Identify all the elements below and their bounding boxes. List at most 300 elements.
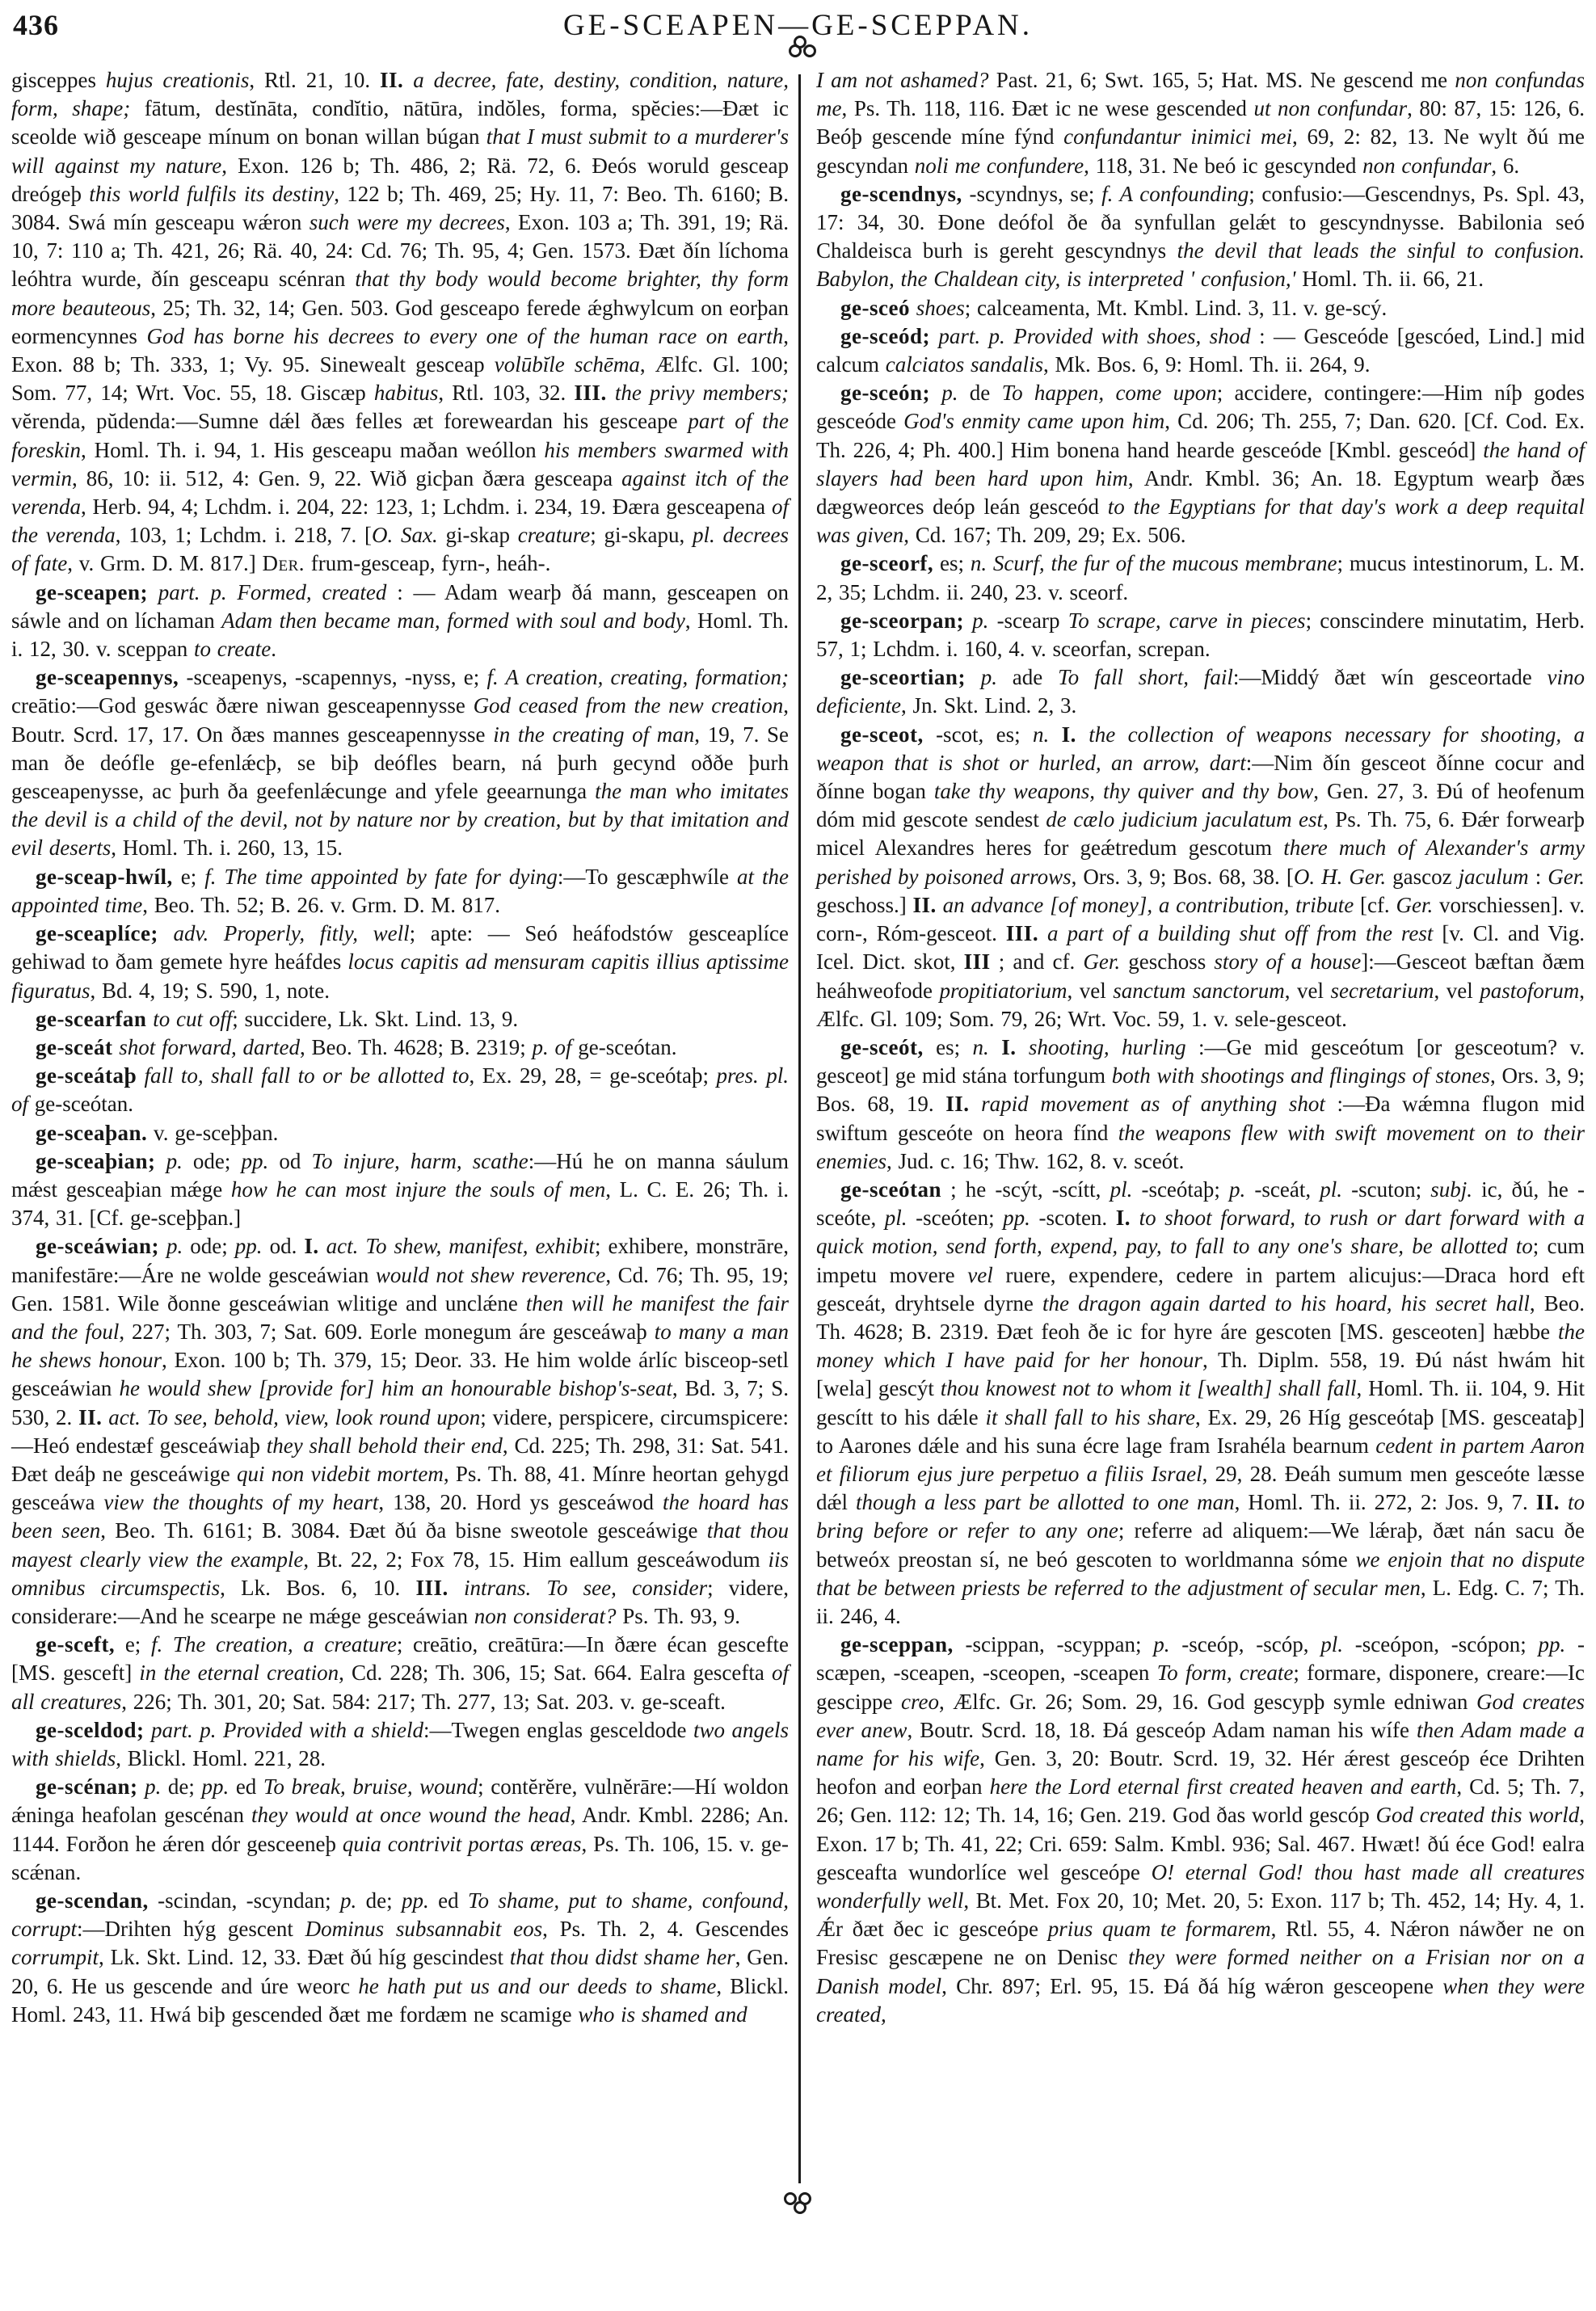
entry-text-segment: de [958, 381, 1002, 406]
entry-text-segment: , Jn. Skt. Lind. 2, 3. [900, 693, 1077, 718]
entry-text-segment: prius quam te formarem [1047, 1917, 1271, 1942]
entry-text-segment: , vel [1434, 978, 1480, 1003]
entry-text-segment: ruere, expendere, cedere in partem alicujus:—Draca hord eft gesceát, dryhtsele dyrne [816, 1262, 1585, 1315]
entry-text-segment: the devil that leads the sinful to confusion. Babylon, the Chaldean city, is interpreted ' confusion,' [816, 238, 1585, 292]
entry-text-segment: how he can most injure the souls of men [230, 1177, 606, 1202]
entry-text-segment: , Exon. 126 b; Th. 486, 2; Rä. 72, 6. Ðeós woruld gesceap dreógeþ [11, 153, 789, 206]
entry-text-segment: -sceóp, -scóp, [1169, 1632, 1321, 1657]
entry-text-segment: f. A confounding [1101, 181, 1249, 206]
entry-text-segment: jaculum [1458, 864, 1529, 889]
entry-text-segment: to the Egyptians for that day's work a deep requital was given [816, 495, 1585, 548]
entry-text-segment: corrumpit [11, 1945, 99, 1970]
entry-text-segment: II. [1535, 1490, 1560, 1515]
entry-text-segment: , 118, 31. Ne beó ic gescynded [1084, 153, 1363, 178]
entry-text-segment: I. [1061, 722, 1076, 747]
entry-text-segment: I. [304, 1234, 319, 1259]
entry-text-segment: [v. Cl. and Vig. Icel. Dict. skot, [816, 921, 1585, 974]
entry-text-segment: To break, bruise, wound [263, 1774, 478, 1800]
entry-text-segment: : — Gesceóde [gescóed, Lind.] mid calcum [816, 323, 1585, 377]
entry-text-segment: his members swarmed with vermin [11, 437, 789, 490]
entry-text-segment: locus capitis ad mensuram capitis illius aptissime figuratus [11, 949, 789, 1003]
entry-text-segment: to create [193, 637, 272, 662]
entry-text-segment: -scæpen, -sceapen, -sceopen, -sceapen [816, 1632, 1585, 1686]
entry-text-segment: sanctum sanctorum [1113, 978, 1285, 1003]
entry-text-segment: the man who imitates the devil is a child of the devil, not by nature nor by creation, but by that imitation and evil deserts [11, 779, 789, 861]
entry-text-segment: act. To see, behold, view, look round upon [102, 1404, 481, 1429]
entry-text-segment: , Th. Diplm. 558, 19. Ðú nást hwám hit [wela] gescýt [816, 1348, 1585, 1401]
entry-text-segment: -sceapenys, -scapennys, -nyss, e; [179, 665, 487, 690]
entry-text-segment: ge-sceaplíce; [36, 921, 158, 946]
entry-text-segment: ed [428, 1888, 468, 1913]
entry-text-segment: I. [1115, 1206, 1131, 1231]
entry-text-segment: , Chr. 897; Erl. 95, 15. Ðá ðá híg wǽron gesceopene [941, 1973, 1443, 1998]
entry-text-segment: , vel [1067, 978, 1114, 1003]
entry-text-segment: part. p. Provided with shoes, shod [929, 323, 1251, 348]
entry-text-segment: -scoten. [1030, 1206, 1116, 1231]
entry-text-segment: ; accidere, contingere:—Him níþ godes gesceóde [816, 381, 1585, 434]
entry-text-segment: ge-scendnys, [840, 181, 962, 206]
dictionary-entry [11, 920, 789, 1005]
entry-text-segment: , Cd. 206; Th. 255, 7; Dan. 620. [Cf. Cod. Ex. Th. 226, 4; Ph. 400.] Him bonena hand hearde gesceóde [Kmbl. gesceód] [816, 409, 1585, 462]
entry-text-segment: es; [923, 1034, 973, 1059]
entry-text-segment: :—Drihten hýg gescent [77, 1917, 305, 1942]
entry-text-segment: iis omnibus circumspectis [11, 1547, 789, 1600]
entry-text-segment: part of the foreskin [11, 409, 790, 462]
entry-text-segment: creātio:—God geswác ðære niwan gesceapennysse [11, 693, 474, 718]
entry-text-segment: pl. decrees of fate [11, 523, 789, 576]
entry-text-segment: To happen, come upon [1001, 381, 1217, 406]
dictionary-entry [11, 1062, 789, 1118]
entry-text-segment: ic, ðú, he -sceóte, [816, 1177, 1585, 1231]
entry-text-segment: ut non confundar [1253, 96, 1408, 121]
entry-text-segment: ge-sceaþian; [36, 1148, 156, 1173]
entry-text-segment: hujus creationis [105, 68, 250, 92]
dictionary-entry [11, 1119, 789, 1147]
entry-text-segment: a part of a building shut off from the rest [1038, 921, 1434, 946]
entry-text-segment: the weapons flew with swift movement on to their enemies [816, 1120, 1585, 1173]
entry-text-segment: geschoss.] [816, 892, 913, 917]
entry-text-segment: shot forward, darted [112, 1034, 300, 1059]
entry-text-segment: I am not ashamed? [816, 68, 989, 92]
entry-text-segment: adv. Properly, fitly, well [158, 921, 410, 946]
entry-text-segment: ade [997, 665, 1059, 690]
entry-text-segment: , Bt. 22, 2; Fox 78, 15. Him eallum gesceáwodum [303, 1547, 769, 1572]
dictionary-entry [11, 1716, 789, 1773]
entry-text-segment: vino deficiente [816, 665, 1585, 718]
entry-text-segment: non confundar [1362, 153, 1492, 178]
entry-text-segment: , Exon. 88 b; Th. 333, 1; Vy. 95. Sinewealt gesceap [11, 323, 790, 377]
entry-text-segment: fall to, shall fall to or be allotted to [136, 1063, 470, 1088]
entry-text-segment: :—Twegen englas gesceldode [423, 1717, 693, 1742]
entry-text-segment: : — Adam wearþ ðá mann, gesceapen on sáwle and on líchaman [11, 579, 790, 633]
entry-text-segment: ge-scearfan [36, 1006, 147, 1031]
entry-text-segment: ed [229, 1774, 263, 1800]
entry-text-segment: , 226; Th. 301, 20; Sat. 584: 217; Th. 277, 13; Sat. 203. v. ge-sceaft. [121, 1689, 726, 1714]
entry-text-segment: fātum, destĭnāta, condĭtio, nātūra, indŏles, forma, spĕcies:—Ðæt ic sceolde wið gesceape mínum on bonan willan búgan [11, 96, 789, 149]
entry-text-segment: , 138, 20. Hord ys gesceáwod [378, 1490, 663, 1515]
entry-text-segment: od [268, 1148, 312, 1173]
entry-text-segment: :—Ge mid gesceótum [or gesceotum? v. gesceot] ge mid stána torfungum [816, 1034, 1585, 1088]
entry-text-segment: -sceát, [1245, 1177, 1320, 1202]
entry-text-segment: ; he -scýt, -scítt, [941, 1177, 1110, 1202]
entry-text-segment: , Beo. Th. 4628; B. 2319. Ðæt feoh ðe ic for hyre áre gescoten [MS. gesceoten] hæbbe [816, 1290, 1585, 1344]
entry-text-segment: ge-sceátaþ [36, 1063, 137, 1088]
entry-text-segment: pl. [1320, 1632, 1343, 1657]
entry-text-segment: p. [929, 381, 958, 406]
entry-text-segment: III. [415, 1575, 448, 1600]
dictionary-entry [816, 549, 1585, 606]
entry-text-segment: :—To gescæphwíle [557, 864, 737, 889]
entry-text-segment: -scuton; [1342, 1177, 1431, 1202]
entry-text-segment: ; cum impetu movere [816, 1234, 1585, 1287]
entry-text-segment: ; conscindere minutatim, Herb. 57, 1; Lchdm. i. 160, 4. v. sceorfan, screpan. [816, 608, 1585, 662]
entry-text-segment: , 29, 28. Ðeáh sumum men gesceóte læsse dǽl [816, 1461, 1585, 1515]
entry-text-segment: , Exon. 103 a; Th. 391, 19; Rä. 10, 7: 110 a; Th. 421, 26; Rä. 40, 24: Cd. 76; Th. 95, 4; Gen. 1573. Ðæt ðín líchoma leóhtra wurde, ðín gesceapu scénran [11, 210, 789, 292]
entry-text-segment: we enjoin that no dispute that be between priests be referred to the adjustment of secular men [816, 1547, 1585, 1600]
dictionary-entry [11, 1005, 789, 1033]
entry-text-segment: creo [901, 1689, 939, 1714]
entry-text-segment: :—Ða wǽmna flugon mid swiftum gesceóte on heora fínd [816, 1092, 1585, 1145]
entry-text-segment: ; videre, considerare:—And he scearpe ne mǽge gesceáwian [11, 1575, 790, 1628]
entry-text-segment: Ger. [1548, 864, 1585, 889]
entry-text-segment: gascoz [1386, 864, 1459, 889]
entry-text-segment: the hand of slayers had been hard upon him [816, 437, 1585, 490]
entry-text-segment: secretarium [1330, 978, 1434, 1003]
entry-text-segment: , Ex. 29, 28, = ge-sceótaþ; [469, 1063, 717, 1088]
entry-text-segment: -scot, es; [923, 722, 1034, 747]
entry-text-segment: pp. [1003, 1206, 1030, 1231]
entry-text-segment: ge-sceót, [840, 1034, 924, 1059]
dictionary-entry [816, 721, 1585, 1033]
entry-text-segment: pp. [234, 1234, 263, 1259]
entry-text-segment: , Beo. Th. 52; B. 26. v. Grm. D. M. 817. [142, 892, 500, 917]
entry-text-segment: , Gen. 27, 3. Ðú of heofenum dóm mid gescote sendest [816, 779, 1585, 832]
entry-text-segment: , 69, 2: 82, 13. Ne wylt ðú me gescyndan [816, 124, 1585, 178]
entry-text-segment: , Ælfc. Gl. 109; Som. 79, 26; Wrt. Voc. 59, 1. v. sele-gesceot. [816, 978, 1585, 1031]
entry-text-segment: To form, create [1156, 1661, 1294, 1686]
entry-text-segment: To injure, harm, scathe [311, 1148, 528, 1173]
entry-text-segment: ge-sceótan. [571, 1034, 677, 1059]
entry-text-segment: I. [1001, 1034, 1017, 1059]
entry-text-segment: to many a man he shews honour [11, 1319, 789, 1373]
entry-text-segment: O! eternal God! thou hast made all creatures wonderfully well [816, 1859, 1585, 1913]
entry-text-segment: , Exon. 100 b; Th. 379, 15; Deor. 33. He him wolde árlíc bisceop-setl gesceáwian [11, 1348, 789, 1401]
entry-text-segment: , Cd. 228; Th. 306, 15; Sat. 664. Ealra gescefta [339, 1661, 772, 1686]
entry-text-segment: , Homl. Th. i. 260, 13, 15. [111, 836, 343, 861]
entry-text-segment: , Andr. Kmbl. 36; An. 18. Egyptum wearþ ðæs dægweorces deóp leán gesceód [816, 465, 1585, 520]
entry-text-segment: when they were created, [816, 1973, 1585, 2027]
entry-text-segment: , Lk. Skt. Lind. 12, 33. Ðæt ðú híg gescindest [99, 1945, 510, 1970]
trefoil-icon [794, 2201, 806, 2214]
entry-text-segment: II. [78, 1404, 103, 1429]
entry-text-segment: thou knowest not to whom it [wealth] shall fall [940, 1376, 1357, 1401]
entry-text-segment: , Bd. 3, 7; S. 530, 2. [11, 1376, 789, 1429]
entry-text-segment: f. A creation, creating, formation; [486, 665, 789, 690]
entry-text-segment: , Mk. Bos. 6, 9: Homl. Th. ii. 264, 9. [1042, 352, 1371, 377]
entry-text-segment: , Cd. 5; Th. 7, 26; Gen. 112: 12; Th. 14, 16; Gen. 219. God ðas world gescóp [816, 1774, 1585, 1828]
entry-text-segment: pres. pl. of [11, 1063, 789, 1117]
entry-text-segment: ; referre ad aliquem:—We lǽraþ, ðæt nán sacu ðe betweóx preostan sí, ne beó gescoten to worldmanna sóme [816, 1518, 1585, 1572]
right-column [816, 66, 1585, 2029]
entry-text-segment: ; and cf. [990, 949, 1084, 974]
entry-text-segment: , Ælfc. Gl. 100; Som. 77, 14; Wrt. Voc. 55, 18. Giscæp [11, 352, 789, 406]
continuation-paragraph [11, 66, 789, 579]
entry-text-segment: , Beo. Th. 4628; B. 2319; [299, 1034, 533, 1059]
entry-text-segment: Dominus subsannabit eos [305, 1917, 543, 1942]
entry-text-segment: es; [933, 551, 971, 576]
entry-text-segment: Ger. [1396, 892, 1434, 917]
entry-text-segment: intrans. To see, consider [448, 1575, 708, 1600]
entry-text-segment: :—Nim ðín gesceot ðínne cocur and ðínne bogan [816, 750, 1585, 804]
entry-text-segment: they were formed neither on a Frisian nor on a Danish model [816, 1945, 1585, 1998]
entry-text-segment: cedent in partem Aaron et filiorum ejus jure perpetuo a filiis Israel [816, 1433, 1585, 1486]
entry-text-segment: ; calceamenta, Mt. Kmbl. Lind. 3, 11. v. ge-scý. [964, 295, 1388, 320]
entry-text-segment: p. [1229, 1177, 1246, 1202]
entry-text-segment: , Gen. 20, 6. He us gescende and úre weorc [11, 1945, 790, 1998]
entry-text-segment: , Ps. Th. 118, 116. Ðæt ic ne wese gescended [841, 96, 1254, 121]
entry-text-segment: ge-sceáwian; [36, 1234, 159, 1259]
entry-text-segment: pl. [884, 1206, 907, 1231]
entry-text-segment: it shall fall to his share [985, 1404, 1195, 1429]
entry-text-segment: Ps. Th. 93, 9. [616, 1603, 741, 1628]
entry-text-segment: God has borne his decrees to every one of the human race on earth [146, 323, 784, 348]
entry-text-segment: ; formare, disponere, creare:—Ic gescippe [816, 1661, 1585, 1714]
entry-text-segment: they shall behold their end [266, 1433, 503, 1458]
entry-text-segment: to shoot forward, to rush or dart forward with a quick motion, send forth, expend, pay, to fall to any one's share, be allotted to [816, 1206, 1585, 1259]
entry-text-segment: ge-sceaþan. [36, 1120, 148, 1145]
entry-text-segment: ; apte: — Seó heáfodstów gesceaplíce gehiwad to ðam gemete hyre heáfdes [11, 921, 789, 974]
entry-text-segment: an advance [of money], a contribution, tribute [936, 892, 1354, 917]
entry-text-segment: f. The creation, a creature [150, 1632, 397, 1657]
entry-text-segment: pp. [401, 1888, 429, 1913]
entry-text-segment: p. [965, 665, 997, 690]
entry-text-segment: , 86, 10: ii. 512, 4: Gen. 9, 22. Wið gicþan ðæra gesceapa [71, 465, 622, 490]
entry-text-segment: O. Sax. [372, 523, 438, 548]
entry-text-segment: who is shamed and [578, 2002, 747, 2027]
entry-text-segment: of all creatures [11, 1661, 789, 1714]
entry-text-segment: noli me confundere [914, 153, 1084, 178]
entry-text-segment: , Homl. Th. i. 94, 1. His gesceapu maðan weóllon [80, 437, 545, 462]
dictionary-entry [11, 663, 789, 862]
entry-text-segment: , Ps. Th. 75, 6. Ðǽr forwearþ micel Alexandres heres for geǽtredum gescotum [816, 807, 1585, 861]
entry-text-segment: f. The time appointed by fate for dying [204, 864, 558, 889]
entry-text-segment: de cælo judicium jaculatum est [1046, 807, 1324, 832]
entry-text-segment: ge-sceft, [36, 1632, 116, 1657]
entry-text-segment: the dragon again darted to his hoard, his secret hall [1042, 1290, 1530, 1315]
entry-text-segment: of the verenda [11, 495, 789, 548]
entry-text-segment: O. H. Ger. [1293, 864, 1387, 889]
entry-text-segment: ge-sceapennys, [36, 665, 179, 690]
entry-text-segment: ge-sceot, [840, 722, 924, 747]
entry-text-segment: Der. [262, 551, 305, 576]
dictionary-entry [11, 1147, 789, 1233]
entry-text-segment: vorschiessen]. v. corn-, Róm-gesceot. [816, 892, 1585, 946]
entry-text-segment: Past. 21, 6; Swt. 165, 5; Hat. MS. Ne gescend me [988, 68, 1455, 92]
entry-text-segment: -sceótaþ; [1132, 1177, 1230, 1202]
entry-text-segment: p. [1153, 1632, 1170, 1657]
entry-text-segment: , 227; Th. 303, 7; Sat. 609. Eorle monegum áre gesceáwaþ [119, 1319, 655, 1344]
entry-text-segment: ge-sceapen; [36, 579, 148, 604]
entry-text-segment: ; exhibere, monstrāre, manifestāre:—Áre ne wolde gesceáwian [11, 1234, 789, 1287]
dictionary-entry [11, 1887, 789, 2029]
entry-text-segment: , 19, 7. Se man ðe deófle ge-efenlǽcþ, se biþ deófles bearn, ná þurh gecynd oððe þurh gesceapenysse, ac þurh ða geefenlǽcunge and yfele geearnunga [11, 722, 790, 804]
entry-text-segment: ge-scénan; [36, 1774, 138, 1800]
entry-text-segment: ode; [183, 1234, 235, 1259]
dictionary-entry [11, 1631, 789, 1716]
entry-text-segment: , Bt. Met. Fox 20, 10; Met. 20, 5: Exon. 117 b; Th. 452, 14; Hy. 4, 1. Ǽr ðæt ðec ic gesceópe [816, 1888, 1585, 1942]
entry-text-segment: , Gen. 3, 20: Boutr. Scrd. 19, 32. Hér ǽrest gesceóp éce Drihten heofon and eorþan [816, 1745, 1585, 1800]
entry-text-segment: story of a house [1214, 949, 1362, 974]
entry-text-segment: n. [972, 1034, 1002, 1059]
entry-text-segment: both with shootings and flingings of stones [1111, 1063, 1490, 1088]
entry-text-segment: God created this world [1375, 1803, 1580, 1828]
entry-text-segment: ; creātio, creātūra:—In ðære écan gescefte [MS. gesceft] [11, 1632, 789, 1686]
entry-text-segment: such were my decrees [309, 210, 505, 235]
entry-text-segment: volūbĭle schēma [494, 352, 640, 377]
entry-text-segment: , Rtl. 103, 32. [438, 381, 575, 406]
entry-text-segment: geschoss [1120, 949, 1215, 974]
entry-text-segment: vel [967, 1262, 993, 1287]
entry-text-segment: , vel [1284, 978, 1331, 1003]
entry-text-segment: , Exon. 17 b; Th. 41, 22; Cri. 659: Salm. Kmbl. 936; Sal. 467. Hwæt! ðú éce God! ealra gesceafta wundorlíce wel gesceópe [816, 1803, 1585, 1884]
entry-text-segment: , Ps. Th. 88, 41. Mínre heortan gehygd gesceáwa [11, 1461, 789, 1515]
entry-text-segment: ge-sceón; [840, 381, 930, 406]
entry-text-segment: to bring before or refer to any one [816, 1490, 1585, 1543]
entry-text-segment: pp. [1538, 1632, 1566, 1657]
entry-text-segment: , Homl. Th. ii. 272, 2: Jos. 9, 7. [1234, 1490, 1536, 1515]
entry-text-segment: e; [172, 864, 205, 889]
entry-text-segment: , Blickl. Homl. 221, 28. [116, 1745, 326, 1770]
entry-text-segment: this world fulfils its destiny [89, 181, 335, 206]
dictionary-entry [816, 294, 1585, 322]
entry-text-segment: God creates ever anew [816, 1689, 1585, 1742]
entry-text-segment: , Herb. 94, 4; Lchdm. i. 204, 22: 123, 1; Lchdm. i. 234, 19. Ðæra gesceapena [80, 495, 772, 520]
entry-text-segment: would not shew reverence [375, 1262, 606, 1287]
entry-text-segment: , 80: 87, 15: 126, 6. Beóþ gescende míne fýnd [816, 96, 1585, 149]
divider-ornament-top [785, 36, 815, 68]
entry-text-segment: , Cd. 225; Th. 298, 31: Sat. 541. Ðæt deáþ ne gesceáwige [11, 1433, 789, 1486]
entry-text-segment: take thy weapons, thy quiver and thy bow [933, 779, 1314, 804]
entry-text-segment: ge-sceótan [840, 1177, 941, 1202]
entry-text-segment: ; contĕrĕre, vulnĕrāre:—Hí woldon ǽninga heafolan gescénan [11, 1774, 790, 1828]
entry-text-segment: , Homl. Th. ii. 104, 9. Hit gescítt to his dǽle [816, 1376, 1585, 1429]
entry-text-segment: he would shew [provide for] him an honourable bishop's-seat [119, 1376, 672, 1401]
entry-text-segment: the hoard has been seen [11, 1490, 789, 1543]
entry-text-segment: in the eternal creation [139, 1661, 339, 1686]
entry-text-segment: non considerat? [474, 1603, 617, 1628]
entry-text-segment: -scindan, -scyndan; [148, 1888, 341, 1913]
entry-text-segment: . [271, 637, 276, 662]
entry-text-segment: ; confusio:—Gescendnys, Ps. Spl. 43, 17: 34, 30. Ðone deófol ðe ða synfullan gelǽt to gescyndnysse. Babilonia seó Chaldeisca burh is gereht gescyndnys [816, 181, 1585, 263]
entry-text-segment: , 6. [1491, 153, 1520, 178]
entry-text-segment: quia contrivit portas æreas [342, 1831, 582, 1856]
entry-text-segment: ge-sceorpan; [840, 608, 964, 633]
dictionary-entry [816, 663, 1585, 720]
entry-text-segment: shoes [909, 295, 965, 320]
entry-text-segment: gisceppes [11, 68, 106, 92]
entry-text-segment: ge-sceppan, [840, 1632, 954, 1657]
entry-text-segment: II. [945, 1092, 970, 1117]
entry-text-segment: shooting, hurling [1016, 1034, 1186, 1059]
entry-text-segment: ge-sceorf, [840, 551, 934, 576]
entry-text-segment: II. [912, 892, 937, 917]
entry-text-segment: confundantur inimici mei [1063, 124, 1293, 149]
entry-text-segment: p. [340, 1888, 357, 1913]
entry-text-segment: ge-sceód; [840, 323, 930, 348]
entry-text-segment: ; videre, perspicere, circumspicere:—Heó endestæf gesceáwiaþ [11, 1404, 790, 1458]
entry-text-segment: ge-sceó [840, 295, 910, 320]
entry-text-segment: :—Middý ðæt wín gesceortade [1232, 665, 1548, 690]
entry-text-segment: part. p. Provided with a shield [144, 1717, 423, 1742]
entry-text-segment: ; succidere, Lk. Skt. Lind. 13, 9. [232, 1006, 519, 1031]
entry-text-segment: , Ors. 3, 9; Bos. 68, 38. [ [1071, 864, 1294, 889]
entry-text-segment: the money which I have paid for her honour [816, 1319, 1585, 1373]
entry-text-segment: -sceóten; [907, 1206, 1004, 1231]
dictionary-entry [816, 322, 1585, 379]
entry-text-segment: view the thoughts of my heart [103, 1490, 379, 1515]
entry-text-segment: p. [158, 1234, 183, 1259]
entry-text-segment: , Homl. Th. i. 12, 30. v. sceppan [11, 608, 789, 662]
entry-text-segment: non confundas me [816, 68, 1585, 121]
entry-text-segment: , Ps. Th. 2, 4. Gescendes [542, 1917, 790, 1942]
entry-text-segment: ge-sceát [36, 1034, 113, 1059]
entry-text-segment: that thou didst shame her [509, 1945, 735, 1970]
dictionary-entry [11, 1033, 789, 1062]
page-number: 436 [13, 9, 59, 41]
entry-text-segment: propitiatorium [939, 978, 1068, 1003]
entry-text-segment: to cut off [146, 1006, 233, 1031]
entry-text-segment: , Ors. 3, 9; Bos. 68, 19. [816, 1063, 1585, 1117]
entry-text-segment: [cf. [1354, 892, 1396, 917]
entry-text-segment: they would at once wound the head [251, 1803, 571, 1828]
entry-text-segment: ode; [182, 1148, 242, 1173]
entry-text-segment: act. To shew, manifest, exhibit [318, 1234, 596, 1259]
running-head: GE-SCEAPEN—GE-SCEPPAN. [562, 9, 1034, 42]
entry-text-segment: Ger. [1083, 949, 1121, 974]
entry-text-segment: , L. Edg. C. 7; Th. ii. 246, 4. [816, 1575, 1585, 1628]
entry-text-segment: in the creating of man [493, 722, 695, 747]
entry-text-segment: , Jud. c. 16; Thw. 162, 8. v. sceót. [886, 1148, 1185, 1173]
entry-text-segment: the privy members; [606, 381, 789, 406]
dictionary-entry [816, 1631, 1585, 2029]
dictionary-entry [816, 379, 1585, 549]
entry-text-segment: there much of Alexander's army perished by poisoned arrows [816, 836, 1585, 889]
entry-text-segment: To shame, put to shame, confound, corrupt [11, 1888, 789, 1942]
entry-text-segment: , Bd. 4, 19; S. 590, 1, note. [90, 978, 331, 1003]
entry-text-segment: , Cd. 167; Th. 209, 29; Ex. 506. [903, 523, 1186, 548]
entry-text-segment: pl. [1110, 1177, 1133, 1202]
entry-text-segment: that thou mayest clearly view the example [11, 1518, 789, 1572]
dictionary-entry [816, 180, 1585, 294]
entry-text-segment: vĕrenda, pŭdenda:—Sumne dǽl ðæs felles æt foreweardan his gesceape [11, 409, 689, 434]
entry-text-segment: , Lk. Bos. 6, 10. [220, 1575, 416, 1600]
entry-text-segment: ge-sceap-hwíl, [36, 864, 173, 889]
entry-text-segment: God ceased from the new creation [473, 693, 784, 718]
entry-text-segment: then Adam made a name for his wife [816, 1717, 1585, 1770]
entry-text-segment: v. ge-sceþþan. [147, 1120, 279, 1145]
entry-text-segment: de; [356, 1888, 402, 1913]
entry-text-segment: , Andr. Kmbl. 2286; An. 1144. Forðon he ǽren dór gesceeneþ [11, 1803, 789, 1856]
entry-text-segment: pl. [1320, 1177, 1343, 1202]
dictionary-entry [11, 1773, 789, 1887]
dictionary-entry [11, 1232, 789, 1631]
entry-text-segment: , Ex. 29, 26 Híg gesceótaþ [MS. gesceataþ] to Aarones dǽle and his suna écre lage fram Israhéla bearnum [816, 1404, 1585, 1458]
entry-text-segment: pp. [201, 1774, 230, 1800]
entry-text-segment: , 122 b; Th. 469, 25; Hy. 11, 7: Beo. Th. 6160; B. 3084. Swá mín gesceapu wǽron [11, 181, 789, 235]
entry-text-segment: :—Hú he on manna sáulum mǽst gesceaþian mǽge [11, 1148, 790, 1202]
entry-text-segment: : [1528, 864, 1548, 889]
entry-text-segment: od. [262, 1234, 305, 1259]
